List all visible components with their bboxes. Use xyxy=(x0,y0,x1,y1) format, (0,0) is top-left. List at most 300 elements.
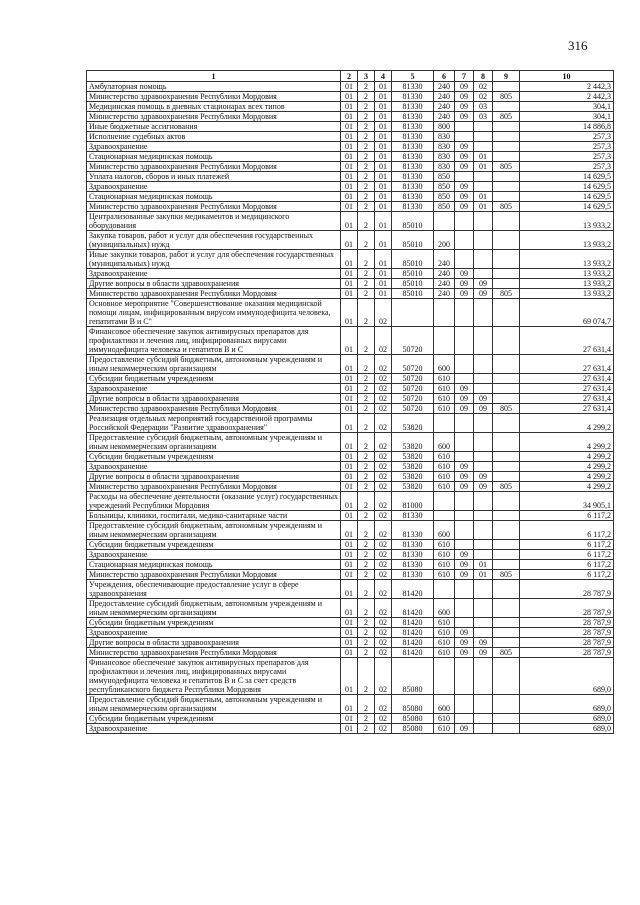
code-cell: 53820 xyxy=(392,462,434,472)
column-header: 2 xyxy=(341,71,358,82)
code-cell: 81420 xyxy=(392,648,434,658)
code-cell: 81330 xyxy=(392,570,434,580)
table-row xyxy=(87,414,614,433)
code-cell xyxy=(493,433,520,452)
amount-cell: 689,0 xyxy=(520,695,614,714)
code-cell: 81330 xyxy=(392,122,434,132)
code-cell xyxy=(474,269,493,279)
code-cell: 81330 xyxy=(392,112,434,122)
code-cell: 85010 xyxy=(392,279,434,289)
code-cell: 2 xyxy=(358,162,375,172)
code-cell xyxy=(493,355,520,374)
code-cell xyxy=(474,122,493,132)
code-cell xyxy=(474,511,493,521)
code-cell: 01 xyxy=(375,269,392,279)
code-cell: 610 xyxy=(434,560,455,570)
amount-cell: 689,0 xyxy=(520,714,614,724)
code-cell: 02 xyxy=(375,355,392,374)
code-cell: 01 xyxy=(341,394,358,404)
code-cell: 02 xyxy=(375,560,392,570)
code-cell xyxy=(474,250,493,269)
code-cell xyxy=(434,658,455,695)
code-cell: 2 xyxy=(358,550,375,560)
code-cell: 610 xyxy=(434,648,455,658)
table-row xyxy=(87,327,614,355)
amount-cell: 2 442,3 xyxy=(520,92,614,102)
table-row xyxy=(87,658,614,695)
table-row xyxy=(87,112,614,122)
column-header: 3 xyxy=(358,71,375,82)
code-cell: 01 xyxy=(341,580,358,599)
code-cell: 610 xyxy=(434,628,455,638)
code-cell: 240 xyxy=(434,82,455,92)
code-cell: 01 xyxy=(474,192,493,202)
code-cell: 85010 xyxy=(392,269,434,279)
code-cell: 01 xyxy=(474,152,493,162)
code-cell: 81330 xyxy=(392,162,434,172)
code-cell xyxy=(493,658,520,695)
code-cell: 830 xyxy=(434,152,455,162)
code-cell: 81330 xyxy=(392,521,434,540)
code-cell: 02 xyxy=(375,550,392,560)
code-cell xyxy=(455,540,474,550)
amount-cell: 257,3 xyxy=(520,152,614,162)
code-cell: 09 xyxy=(455,570,474,580)
code-cell: 09 xyxy=(474,289,493,299)
code-cell: 01 xyxy=(375,202,392,212)
code-cell xyxy=(434,492,455,511)
amount-cell: 14 629,5 xyxy=(520,172,614,182)
row-name-cell: Закупка товаров, работ и услуг для обеспечения государственных (муниципальных) нужд xyxy=(87,231,341,250)
code-cell xyxy=(455,355,474,374)
code-cell: 81330 xyxy=(392,172,434,182)
code-cell: 09 xyxy=(455,384,474,394)
table-row xyxy=(87,472,614,482)
amount-cell: 6 117,2 xyxy=(520,521,614,540)
code-cell xyxy=(493,142,520,152)
code-cell: 600 xyxy=(434,695,455,714)
code-cell xyxy=(474,384,493,394)
code-cell xyxy=(493,269,520,279)
code-cell: 2 xyxy=(358,289,375,299)
code-cell xyxy=(474,618,493,628)
code-cell: 610 xyxy=(434,540,455,550)
code-cell: 01 xyxy=(341,638,358,648)
code-cell: 81330 xyxy=(392,540,434,550)
code-cell: 81330 xyxy=(392,192,434,202)
code-cell: 02 xyxy=(375,570,392,580)
code-cell: 2 xyxy=(358,452,375,462)
column-header: 7 xyxy=(455,71,474,82)
table-row xyxy=(87,152,614,162)
code-cell xyxy=(474,462,493,472)
table-row xyxy=(87,299,614,327)
code-cell: 2 xyxy=(358,648,375,658)
row-name-cell: Предоставление субсидий бюджетным, автономным учреждениям и иным некоммерческим организациям xyxy=(87,521,341,540)
code-cell xyxy=(493,82,520,92)
code-cell: 2 xyxy=(358,374,375,384)
row-name-cell: Основное мероприятие "Совершенствование оказания медицинской помощи лицам, инфицированным вирусом иммунодефицита человека, гепатитами В и С" xyxy=(87,299,341,327)
code-cell: 2 xyxy=(358,122,375,132)
code-cell: 02 xyxy=(375,638,392,648)
code-cell: 01 xyxy=(341,202,358,212)
code-cell: 01 xyxy=(375,152,392,162)
code-cell xyxy=(474,724,493,734)
code-cell xyxy=(493,132,520,142)
code-cell: 830 xyxy=(434,142,455,152)
code-cell: 610 xyxy=(434,452,455,462)
code-cell xyxy=(493,580,520,599)
code-cell: 09 xyxy=(474,638,493,648)
code-cell: 805 xyxy=(493,482,520,492)
code-cell xyxy=(455,658,474,695)
code-cell: 09 xyxy=(474,404,493,414)
code-cell: 02 xyxy=(375,452,392,462)
code-cell: 2 xyxy=(358,714,375,724)
code-cell: 2 xyxy=(358,570,375,580)
code-cell: 240 xyxy=(434,269,455,279)
row-name-cell: Исполнение судебных актов xyxy=(87,132,341,142)
code-cell xyxy=(493,414,520,433)
code-cell: 01 xyxy=(474,570,493,580)
code-cell: 01 xyxy=(375,212,392,231)
code-cell: 805 xyxy=(493,570,520,580)
code-cell xyxy=(455,714,474,724)
amount-cell: 6 117,2 xyxy=(520,560,614,570)
code-cell: 81420 xyxy=(392,638,434,648)
code-cell: 02 xyxy=(375,695,392,714)
code-cell: 85080 xyxy=(392,724,434,734)
code-cell xyxy=(455,511,474,521)
code-cell: 09 xyxy=(455,482,474,492)
code-cell xyxy=(455,492,474,511)
table-row xyxy=(87,452,614,462)
table-row xyxy=(87,92,614,102)
amount-cell: 27 631,4 xyxy=(520,374,614,384)
code-cell xyxy=(493,618,520,628)
table-row xyxy=(87,714,614,724)
code-cell: 02 xyxy=(375,521,392,540)
code-cell: 01 xyxy=(341,452,358,462)
code-cell xyxy=(493,102,520,112)
code-cell: 2 xyxy=(358,628,375,638)
row-name-cell: Финансовое обеспечение закупок антивирусных препаратов для профилактики и лечения лиц, инфицированных вирусами иммунодефицита человека и гепатитов В и С за счет средств республиканского бюджета Республики Мордовия xyxy=(87,658,341,695)
code-cell: 2 xyxy=(358,462,375,472)
code-cell: 01 xyxy=(341,299,358,327)
row-name-cell: Субсидии бюджетным учреждениям xyxy=(87,374,341,384)
amount-cell: 257,3 xyxy=(520,142,614,152)
code-cell: 240 xyxy=(434,250,455,269)
code-cell: 2 xyxy=(358,560,375,570)
table-row xyxy=(87,289,614,299)
code-cell xyxy=(434,299,455,327)
amount-cell: 13 933,2 xyxy=(520,269,614,279)
table-row xyxy=(87,192,614,202)
code-cell: 01 xyxy=(341,82,358,92)
table-row xyxy=(87,132,614,142)
row-name-cell: Реализация отдельных мероприятий государственной программы Российской Федерации "Развитие здравоохранения" xyxy=(87,414,341,433)
amount-cell: 4 299,2 xyxy=(520,472,614,482)
code-cell: 2 xyxy=(358,327,375,355)
code-cell xyxy=(493,299,520,327)
code-cell xyxy=(474,172,493,182)
code-cell: 610 xyxy=(434,404,455,414)
code-cell xyxy=(493,628,520,638)
amount-cell: 14 886,8 xyxy=(520,122,614,132)
code-cell: 09 xyxy=(455,472,474,482)
code-cell: 03 xyxy=(474,102,493,112)
row-name-cell: Больницы, клиники, госпитали, медико-санитарные части xyxy=(87,511,341,521)
table-row xyxy=(87,162,614,172)
code-cell: 2 xyxy=(358,279,375,289)
row-name-cell: Министерство здравоохранения Республики Мордовия xyxy=(87,162,341,172)
code-cell: 01 xyxy=(341,182,358,192)
code-cell xyxy=(434,414,455,433)
code-cell: 02 xyxy=(375,658,392,695)
code-cell xyxy=(455,132,474,142)
code-cell: 2 xyxy=(358,472,375,482)
code-cell: 09 xyxy=(455,142,474,152)
code-cell xyxy=(474,182,493,192)
code-cell: 81330 xyxy=(392,550,434,560)
code-cell: 02 xyxy=(375,472,392,482)
row-name-cell: Здравоохранение xyxy=(87,269,341,279)
amount-cell: 304,1 xyxy=(520,112,614,122)
code-cell xyxy=(455,433,474,452)
column-header: 4 xyxy=(375,71,392,82)
row-name-cell: Другие вопросы в области здравоохранения xyxy=(87,394,341,404)
code-cell: 600 xyxy=(434,433,455,452)
code-cell: 2 xyxy=(358,172,375,182)
code-cell: 01 xyxy=(341,724,358,734)
code-cell: 2 xyxy=(358,192,375,202)
code-cell: 610 xyxy=(434,384,455,394)
code-cell: 09 xyxy=(455,269,474,279)
row-name-cell: Медицинская помощь в дневных стационарах всех типов xyxy=(87,102,341,112)
amount-cell: 6 117,2 xyxy=(520,550,614,560)
code-cell: 85010 xyxy=(392,231,434,250)
table-row xyxy=(87,250,614,269)
table-row xyxy=(87,82,614,92)
code-cell: 2 xyxy=(358,82,375,92)
code-cell: 09 xyxy=(474,648,493,658)
amount-cell: 28 787,9 xyxy=(520,618,614,628)
code-cell xyxy=(493,122,520,132)
code-cell: 01 xyxy=(341,384,358,394)
code-cell: 01 xyxy=(341,648,358,658)
code-cell: 2 xyxy=(358,102,375,112)
row-name-cell: Субсидии бюджетным учреждениям xyxy=(87,540,341,550)
amount-cell: 27 631,4 xyxy=(520,384,614,394)
code-cell xyxy=(493,511,520,521)
code-cell: 09 xyxy=(455,202,474,212)
code-cell: 50720 xyxy=(392,355,434,374)
table-row xyxy=(87,404,614,414)
code-cell xyxy=(455,374,474,384)
code-cell: 09 xyxy=(455,82,474,92)
code-cell: 81330 xyxy=(392,152,434,162)
code-cell: 240 xyxy=(434,102,455,112)
code-cell: 01 xyxy=(474,560,493,570)
code-cell: 01 xyxy=(341,132,358,142)
code-cell: 610 xyxy=(434,638,455,648)
code-cell: 09 xyxy=(455,102,474,112)
amount-cell: 28 787,9 xyxy=(520,580,614,599)
code-cell: 85010 xyxy=(392,212,434,231)
code-cell: 2 xyxy=(358,618,375,628)
amount-cell: 14 629,5 xyxy=(520,192,614,202)
amount-cell: 14 629,5 xyxy=(520,202,614,212)
table-row xyxy=(87,724,614,734)
code-cell xyxy=(474,433,493,452)
code-cell: 02 xyxy=(375,540,392,550)
code-cell xyxy=(474,580,493,599)
code-cell: 01 xyxy=(341,172,358,182)
code-cell: 01 xyxy=(341,112,358,122)
code-cell: 01 xyxy=(341,560,358,570)
table-row xyxy=(87,618,614,628)
code-cell: 01 xyxy=(341,327,358,355)
code-cell: 240 xyxy=(434,279,455,289)
code-cell: 01 xyxy=(341,269,358,279)
table-row xyxy=(87,433,614,452)
code-cell: 02 xyxy=(375,580,392,599)
code-cell: 02 xyxy=(375,404,392,414)
table-row xyxy=(87,394,614,404)
code-cell xyxy=(493,212,520,231)
code-cell: 81420 xyxy=(392,580,434,599)
code-cell xyxy=(493,695,520,714)
table-row xyxy=(87,638,614,648)
row-name-cell: Другие вопросы в области здравоохранения xyxy=(87,279,341,289)
amount-cell: 28 787,9 xyxy=(520,628,614,638)
code-cell: 2 xyxy=(358,724,375,734)
code-cell xyxy=(493,599,520,618)
code-cell xyxy=(493,492,520,511)
row-name-cell: Иные бюджетные ассигнования xyxy=(87,122,341,132)
code-cell: 85080 xyxy=(392,695,434,714)
table-row xyxy=(87,482,614,492)
code-cell: 600 xyxy=(434,521,455,540)
code-cell: 85010 xyxy=(392,289,434,299)
code-cell: 02 xyxy=(375,374,392,384)
code-cell: 01 xyxy=(341,550,358,560)
row-name-cell: Предоставление субсидий бюджетным, автономным учреждениям и иным некоммерческим организациям xyxy=(87,355,341,374)
code-cell: 2 xyxy=(358,384,375,394)
code-cell: 09 xyxy=(455,724,474,734)
table-row xyxy=(87,695,614,714)
row-name-cell: Министерство здравоохранения Республики Мордовия xyxy=(87,482,341,492)
code-cell: 850 xyxy=(434,202,455,212)
code-cell: 01 xyxy=(375,92,392,102)
code-cell xyxy=(474,599,493,618)
code-cell: 01 xyxy=(341,152,358,162)
code-cell: 240 xyxy=(434,92,455,102)
code-cell xyxy=(455,580,474,599)
code-cell: 03 xyxy=(474,112,493,122)
page-number: 316 xyxy=(568,38,588,53)
code-cell xyxy=(474,695,493,714)
code-cell xyxy=(493,231,520,250)
code-cell: 2 xyxy=(358,182,375,192)
amount-cell: 27 631,4 xyxy=(520,404,614,414)
table-row xyxy=(87,599,614,618)
code-cell: 805 xyxy=(493,202,520,212)
code-cell xyxy=(474,355,493,374)
code-cell xyxy=(455,250,474,269)
code-cell: 02 xyxy=(375,628,392,638)
row-name-cell: Министерство здравоохранения Республики Мордовия xyxy=(87,112,341,122)
code-cell: 610 xyxy=(434,714,455,724)
code-cell: 09 xyxy=(455,648,474,658)
row-name-cell: Министерство здравоохранения Республики Мордовия xyxy=(87,404,341,414)
row-name-cell: Здравоохранение xyxy=(87,628,341,638)
code-cell xyxy=(434,511,455,521)
code-cell: 01 xyxy=(375,142,392,152)
amount-cell: 4 299,2 xyxy=(520,433,614,452)
code-cell: 610 xyxy=(434,472,455,482)
code-cell: 01 xyxy=(341,714,358,724)
code-cell: 09 xyxy=(455,279,474,289)
row-name-cell: Министерство здравоохранения Республики Мордовия xyxy=(87,289,341,299)
code-cell: 805 xyxy=(493,289,520,299)
code-cell: 01 xyxy=(341,102,358,112)
code-cell xyxy=(493,250,520,269)
code-cell xyxy=(474,492,493,511)
code-cell: 610 xyxy=(434,618,455,628)
amount-cell: 13 933,2 xyxy=(520,231,614,250)
code-cell: 02 xyxy=(375,492,392,511)
table-header-row xyxy=(87,71,614,82)
code-cell: 805 xyxy=(493,162,520,172)
table-row xyxy=(87,122,614,132)
amount-cell: 304,1 xyxy=(520,102,614,112)
code-cell: 2 xyxy=(358,511,375,521)
code-cell: 01 xyxy=(375,279,392,289)
code-cell: 53820 xyxy=(392,452,434,462)
code-cell: 2 xyxy=(358,269,375,279)
code-cell: 01 xyxy=(341,374,358,384)
amount-cell: 13 933,2 xyxy=(520,279,614,289)
code-cell: 02 xyxy=(375,648,392,658)
table-row xyxy=(87,521,614,540)
row-name-cell: Здравоохранение xyxy=(87,384,341,394)
code-cell: 01 xyxy=(375,250,392,269)
code-cell xyxy=(493,327,520,355)
code-cell: 830 xyxy=(434,132,455,142)
table-row xyxy=(87,172,614,182)
column-header: 1 xyxy=(87,71,341,82)
code-cell: 830 xyxy=(434,162,455,172)
code-cell: 2 xyxy=(358,580,375,599)
code-cell: 81330 xyxy=(392,142,434,152)
code-cell: 01 xyxy=(341,540,358,550)
code-cell xyxy=(493,452,520,462)
code-cell: 09 xyxy=(455,92,474,102)
row-name-cell: Министерство здравоохранения Республики Мордовия xyxy=(87,570,341,580)
amount-cell: 13 933,2 xyxy=(520,212,614,231)
code-cell: 01 xyxy=(341,570,358,580)
table-row xyxy=(87,511,614,521)
code-cell xyxy=(455,414,474,433)
code-cell xyxy=(474,299,493,327)
code-cell: 2 xyxy=(358,658,375,695)
row-name-cell: Здравоохранение xyxy=(87,182,341,192)
code-cell: 01 xyxy=(341,250,358,269)
code-cell: 610 xyxy=(434,724,455,734)
code-cell: 01 xyxy=(375,192,392,202)
code-cell: 02 xyxy=(375,462,392,472)
